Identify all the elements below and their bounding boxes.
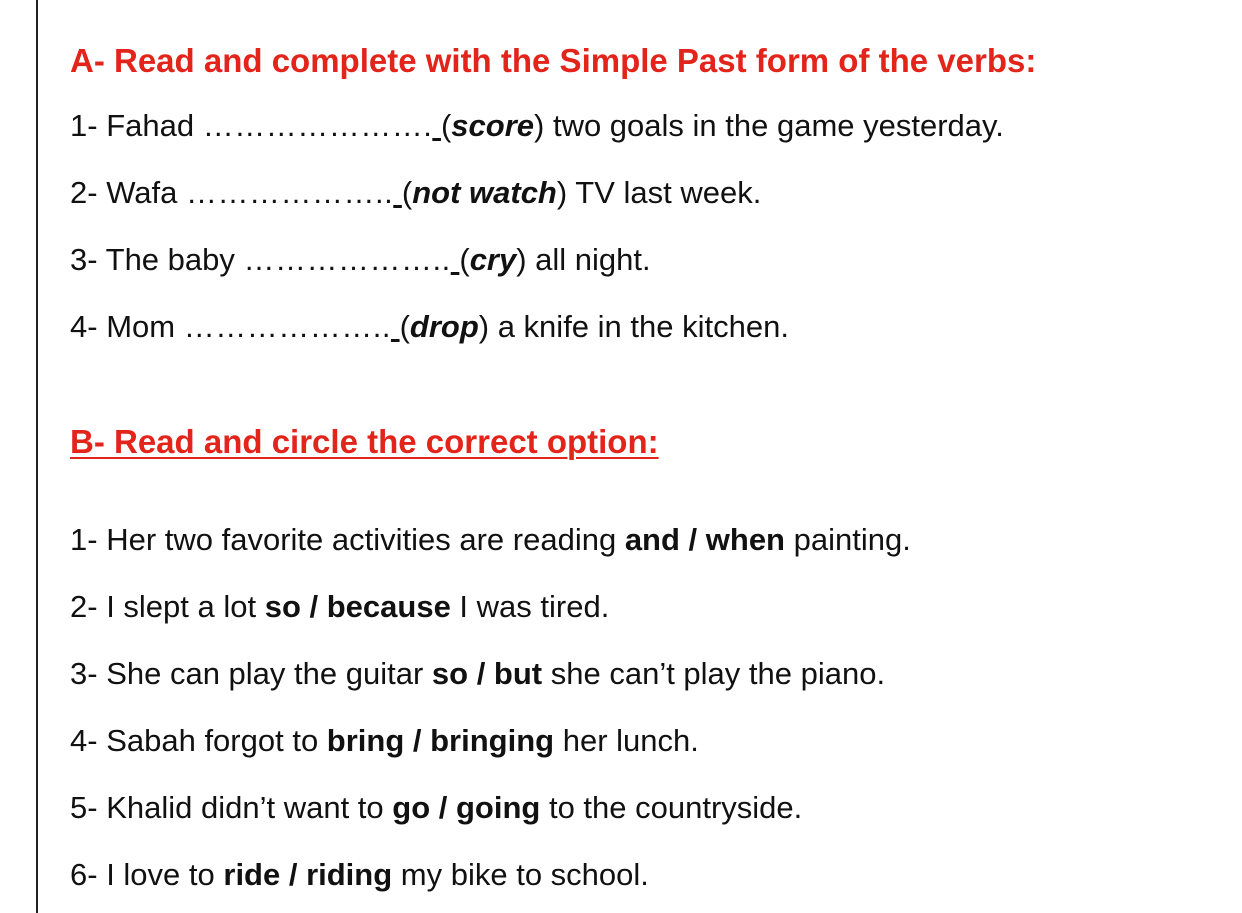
item-number: 6- xyxy=(70,857,98,892)
item-text-before: Sabah forgot to xyxy=(97,723,327,758)
section-b-list xyxy=(70,522,1230,893)
section-b-item-3 xyxy=(70,656,1230,692)
section-a-list xyxy=(70,108,1230,345)
verb-prompt: cry xyxy=(469,242,517,277)
item-number: 5- xyxy=(70,790,98,825)
answer-blank: ……………….. xyxy=(183,309,391,344)
page-margin-line xyxy=(36,0,38,913)
open-paren: ( xyxy=(459,242,470,277)
blank-underscore xyxy=(393,175,402,210)
open-paren: ( xyxy=(401,175,413,210)
item-text-before: She can play the guitar xyxy=(97,656,432,691)
item-text-after: I was tired. xyxy=(450,589,610,624)
item-text-after: TV last week. xyxy=(567,175,762,210)
section-a-item-1 xyxy=(70,108,1230,144)
answer-options: so / because xyxy=(264,589,451,624)
section-b-item-2 xyxy=(70,589,1230,625)
answer-options: so / but xyxy=(431,656,543,691)
section-b-item-6 xyxy=(70,857,1230,893)
section-a-heading: A- Read and complete with the Simple Past form of the verbs: xyxy=(70,42,1037,79)
answer-blank: ……………….. xyxy=(243,242,451,277)
verb-prompt: drop xyxy=(409,309,479,344)
close-paren: ) xyxy=(516,242,527,277)
item-number: 2- xyxy=(70,175,98,210)
open-paren: ( xyxy=(399,309,410,344)
section-b-heading: B- Read and circle the correct option: xyxy=(70,423,659,460)
item-text-after: two goals in the game yesterday. xyxy=(544,108,1004,143)
item-text-after: all night. xyxy=(526,242,651,277)
section-a-item-2 xyxy=(70,175,1230,211)
answer-blank: …………………. xyxy=(202,108,433,143)
close-paren: ) xyxy=(556,175,568,210)
close-paren: ) xyxy=(478,309,490,344)
item-number: 1- xyxy=(70,522,98,557)
item-text-before: Wafa xyxy=(97,175,187,210)
item-text-after: my bike to school. xyxy=(392,857,649,892)
verb-prompt: not watch xyxy=(412,175,557,210)
section-a-item-4 xyxy=(70,309,1230,345)
item-text-before: The baby xyxy=(97,242,244,277)
item-text-after: painting. xyxy=(785,522,911,557)
item-text-before: I love to xyxy=(97,857,224,892)
section-b-item-1 xyxy=(70,522,1230,558)
blank-underscore xyxy=(432,108,441,143)
item-text-before: Fahad xyxy=(97,108,203,143)
close-paren: ) xyxy=(534,108,545,143)
answer-options: bring / bringing xyxy=(326,723,555,758)
worksheet-content xyxy=(70,40,1230,893)
item-number: 4- xyxy=(70,309,98,344)
blank-underscore xyxy=(391,309,400,344)
answer-options: ride / riding xyxy=(223,857,393,892)
section-b-item-4 xyxy=(70,723,1230,759)
answer-blank: ……………….. xyxy=(186,175,394,210)
section-b-item-5 xyxy=(70,790,1230,826)
section-a-item-3 xyxy=(70,242,1230,278)
item-text-after: her lunch. xyxy=(554,723,699,758)
item-number: 3- xyxy=(70,656,98,691)
verb-prompt: score xyxy=(451,108,535,143)
item-text-before: I slept a lot xyxy=(97,589,265,624)
item-number: 3- xyxy=(70,242,98,277)
item-number: 1- xyxy=(70,108,98,143)
item-text-after: she can’t play the piano. xyxy=(542,656,886,691)
item-text-before: Khalid didn’t want to xyxy=(97,790,393,825)
item-number: 4- xyxy=(70,723,98,758)
item-text-before: Mom xyxy=(97,309,184,344)
open-paren: ( xyxy=(440,108,452,143)
item-text-before: Her two favorite activities are reading xyxy=(97,522,625,557)
answer-options: and / when xyxy=(624,522,785,557)
item-text-after: to the countryside. xyxy=(540,790,803,825)
answer-options: go / going xyxy=(392,790,541,825)
item-text-after: a knife in the kitchen. xyxy=(489,309,789,344)
item-number: 2- xyxy=(70,589,98,624)
